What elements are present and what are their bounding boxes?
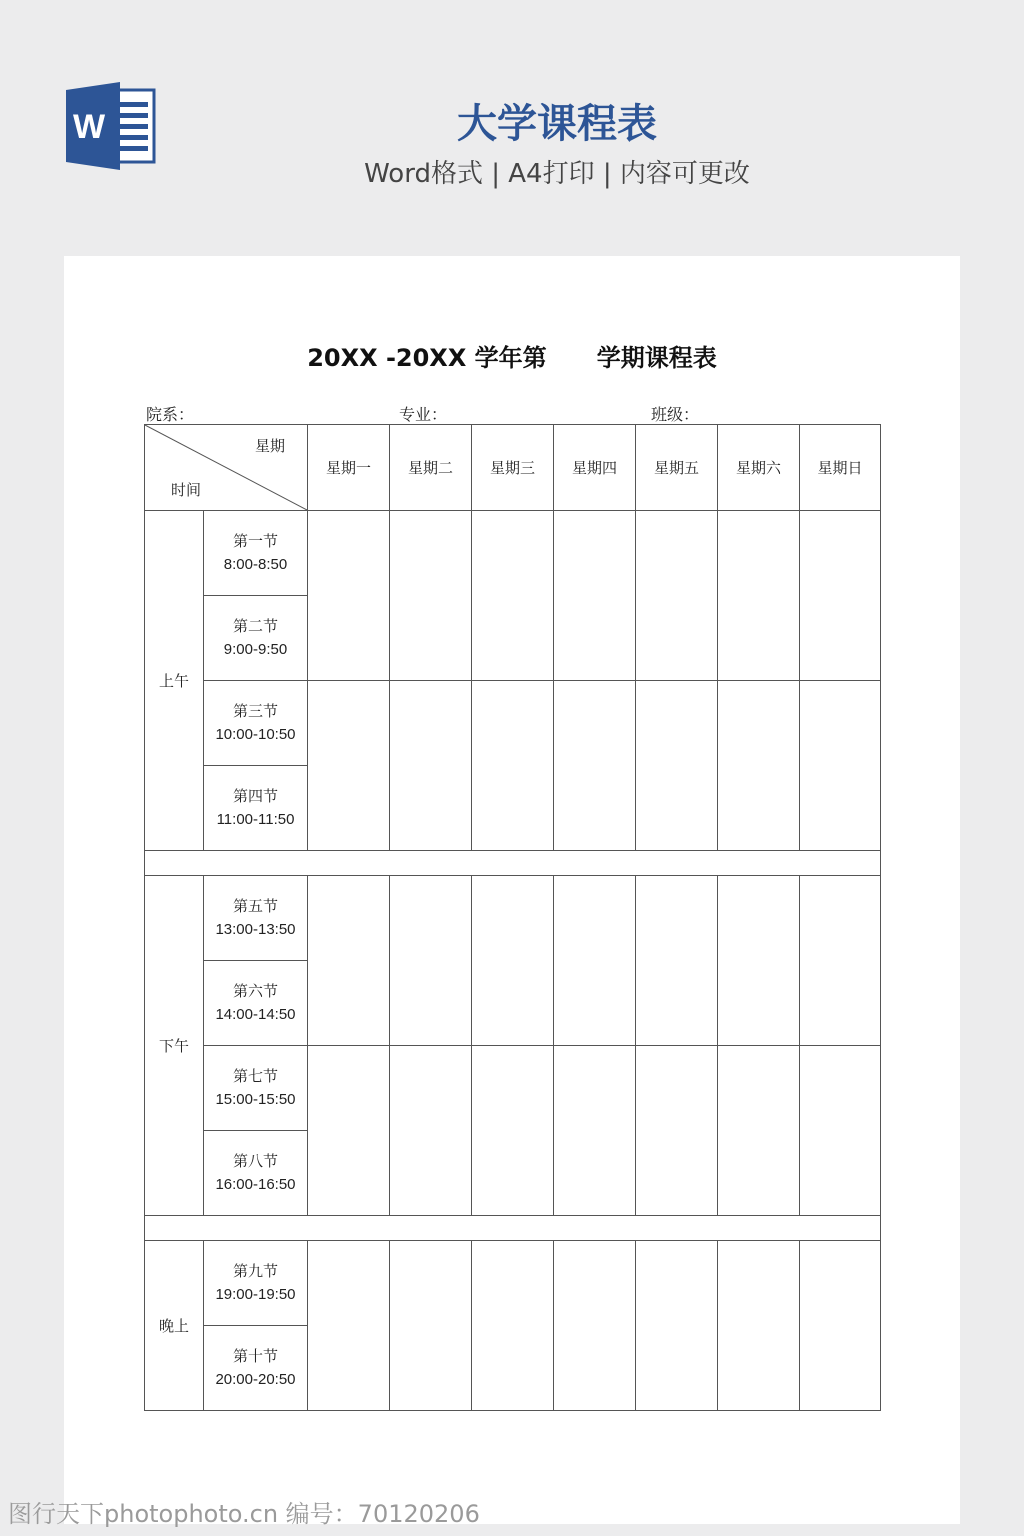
watermark: 图行天下photophoto.cn 编号：70120206 (8, 1500, 480, 1528)
corner-cell (145, 425, 308, 511)
slot-time: 10:00-10:50 (215, 726, 296, 743)
corner-label-weekday: 星期 (254, 437, 285, 455)
course-cell[interactable] (472, 1241, 554, 1411)
period-label: 晚上 (145, 1241, 204, 1411)
document-title: 20XX -20XX 学年第 学期课程表 (307, 344, 717, 372)
day-header: 星期五 (636, 425, 718, 511)
course-cell[interactable] (308, 876, 390, 1046)
course-cell[interactable] (472, 876, 554, 1046)
table-row (145, 511, 881, 596)
course-cell[interactable] (718, 876, 800, 1046)
course-cell[interactable] (390, 511, 472, 681)
course-cell[interactable] (390, 876, 472, 1046)
table-row (145, 1241, 881, 1326)
slot-name: 第十节 (232, 1347, 278, 1365)
course-cell[interactable] (472, 681, 554, 851)
course-cell[interactable] (554, 1241, 636, 1411)
separator-row (145, 1216, 881, 1241)
banner-subtitle: Word格式 | A4打印 | 内容可更改 (364, 159, 750, 189)
course-cell[interactable] (800, 876, 881, 1046)
header-row (145, 425, 881, 511)
course-cell[interactable] (718, 1241, 800, 1411)
period-label: 下午 (145, 876, 204, 1216)
slot-time: 20:00-20:50 (215, 1371, 296, 1388)
slot-name: 第五节 (232, 897, 278, 915)
course-cell[interactable] (308, 681, 390, 851)
course-cell[interactable] (800, 1046, 881, 1216)
day-header: 星期三 (472, 425, 554, 511)
slot-name: 第二节 (232, 617, 278, 635)
course-cell[interactable] (554, 511, 636, 681)
course-cell[interactable] (800, 511, 881, 681)
slot-cell (204, 1326, 308, 1411)
course-cell[interactable] (800, 681, 881, 851)
slot-name: 第九节 (232, 1262, 278, 1280)
table-row (145, 681, 881, 766)
slot-time: 15:00-15:50 (215, 1091, 296, 1108)
course-cell[interactable] (390, 681, 472, 851)
course-cell[interactable] (390, 1046, 472, 1216)
course-cell[interactable] (308, 511, 390, 681)
course-cell[interactable] (718, 1046, 800, 1216)
day-header: 星期日 (800, 425, 881, 511)
slot-time: 19:00-19:50 (215, 1286, 296, 1303)
banner-title: 大学课程表 (457, 101, 657, 147)
slot-time: 8:00-8:50 (223, 556, 288, 573)
day-header: 星期六 (718, 425, 800, 511)
separator-cell (145, 851, 881, 876)
slot-time: 14:00-14:50 (215, 1006, 296, 1023)
slot-name: 第七节 (232, 1067, 278, 1085)
period-label: 上午 (145, 511, 204, 851)
course-cell[interactable] (636, 511, 718, 681)
table-row (145, 1046, 881, 1131)
course-cell[interactable] (308, 1046, 390, 1216)
separator-cell (145, 1216, 881, 1241)
slot-name: 第八节 (232, 1152, 278, 1170)
word-logo-letter: W (72, 108, 106, 146)
slot-cell (204, 1046, 308, 1131)
field-major: 专业： (399, 405, 448, 424)
slot-name: 第三节 (232, 702, 278, 720)
slot-name: 第六节 (232, 982, 278, 1000)
slot-time: 13:00-13:50 (215, 921, 296, 938)
slot-time: 16:00-16:50 (215, 1176, 296, 1193)
course-cell[interactable] (472, 1046, 554, 1216)
field-department: 院系： (146, 405, 195, 424)
slot-time: 11:00-11:50 (216, 811, 295, 828)
slot-cell (204, 596, 308, 681)
course-cell[interactable] (554, 681, 636, 851)
course-cell[interactable] (636, 1241, 718, 1411)
course-cell[interactable] (472, 511, 554, 681)
course-cell[interactable] (636, 1046, 718, 1216)
slot-cell (204, 961, 308, 1046)
day-header: 星期二 (390, 425, 472, 511)
slot-time: 9:00-9:50 (223, 641, 288, 658)
schedule-table (144, 424, 881, 1411)
course-cell[interactable] (636, 681, 718, 851)
course-cell[interactable] (554, 876, 636, 1046)
slot-cell (204, 1241, 308, 1326)
separator-row (145, 851, 881, 876)
slot-cell (204, 681, 308, 766)
course-cell[interactable] (636, 876, 718, 1046)
field-class: 班级： (651, 405, 700, 424)
course-cell[interactable] (718, 511, 800, 681)
course-cell[interactable] (390, 1241, 472, 1411)
course-cell[interactable] (718, 681, 800, 851)
day-header: 星期一 (308, 425, 390, 511)
course-cell[interactable] (800, 1241, 881, 1411)
slot-cell (204, 511, 308, 596)
slot-name: 第一节 (232, 532, 278, 550)
slot-cell (204, 1131, 308, 1216)
corner-label-time: 时间 (171, 481, 202, 499)
course-cell[interactable] (308, 1241, 390, 1411)
slot-cell (204, 766, 308, 851)
course-cell[interactable] (554, 1046, 636, 1216)
day-header: 星期四 (554, 425, 636, 511)
slot-name: 第四节 (232, 787, 278, 805)
slot-cell (204, 876, 308, 961)
table-row (145, 876, 881, 961)
